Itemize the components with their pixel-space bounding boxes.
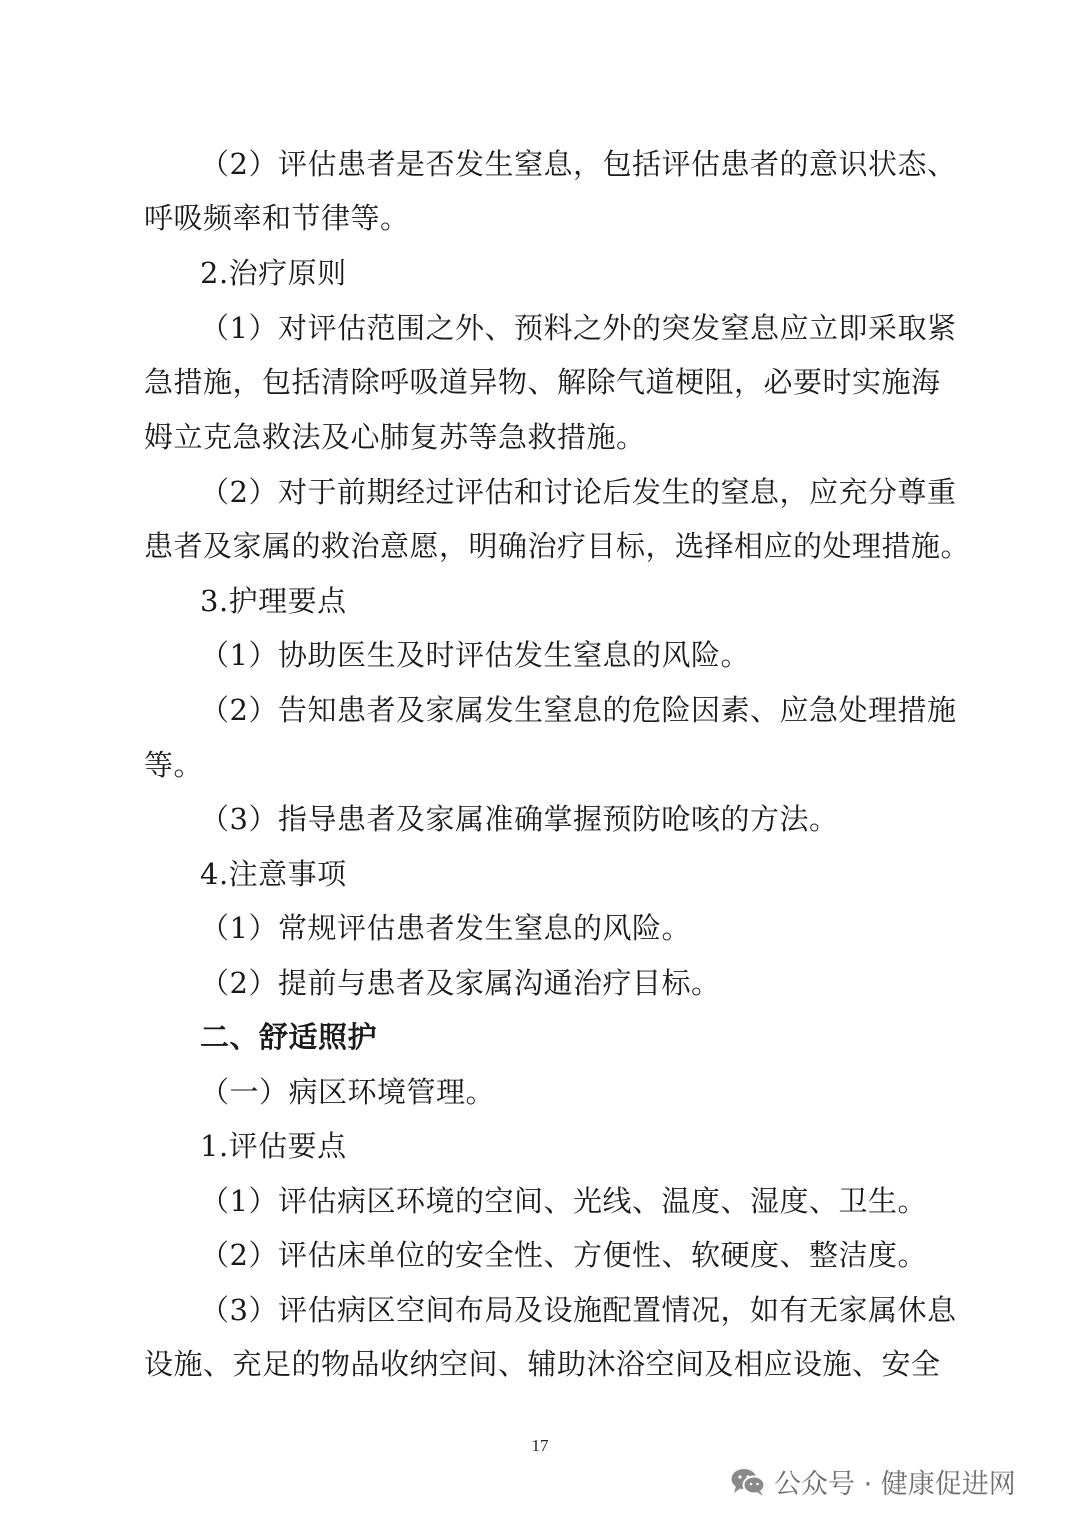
section-heading: 3.护理要点	[200, 584, 347, 618]
wechat-icon	[730, 1467, 766, 1497]
text-line: （2）评估床单位的安全性、方便性、软硬度、整洁度。	[200, 1238, 927, 1272]
section-heading: 1.评估要点	[200, 1129, 347, 1163]
subsection-heading: （一）病区环境管理。	[200, 1075, 496, 1109]
text-line: （1）对评估范围之外、预料之外的突发窒息应立即采取紧	[200, 311, 957, 345]
text-line: （1）协助医生及时评估发生窒息的风险。	[200, 638, 750, 672]
text-line: （2）提前与患者及家属沟通治疗目标。	[200, 966, 721, 1000]
text-line: （2）对于前期经过评估和讨论后发生的窒息，应充分尊重	[200, 475, 957, 509]
text-line: 姆立克急救法及心肺复苏等急救措施。	[144, 420, 646, 454]
chapter-heading: 二、舒适照护	[200, 1020, 378, 1054]
text-line: 呼吸频率和节律等。	[144, 201, 410, 235]
watermark	[730, 1462, 1016, 1501]
text-line: （3）评估病区空间布局及设施配置情况，如有无家属休息	[200, 1293, 957, 1327]
page-number: 17	[531, 1436, 549, 1455]
watermark-text: 公众号 · 健康促进网	[774, 1469, 1016, 1500]
section-heading: 4.注意事项	[200, 857, 347, 891]
text-line: （1）常规评估患者发生窒息的风险。	[200, 911, 691, 945]
text-line: （2）告知患者及家属发生窒息的危险因素、应急处理措施	[200, 693, 957, 727]
text-line: 设施、充足的物品收纳空间、辅助沐浴空间及相应设施、安全	[144, 1347, 941, 1381]
text-line: （1）评估病区环境的空间、光线、温度、湿度、卫生。	[200, 1184, 927, 1218]
section-heading: 2.治疗原则	[200, 256, 347, 290]
text-line: （2）评估患者是否发生窒息，包括评估患者的意识状态、	[200, 147, 957, 181]
text-line: 等。	[144, 748, 204, 782]
text-line: 急措施，包括清除呼吸道异物、解除气道梗阻，必要时实施海	[144, 365, 941, 399]
text-line: 患者及家属的救治意愿，明确治疗目标，选择相应的处理措施。	[144, 529, 971, 563]
text-line: （3）指导患者及家属准确掌握预防呛咳的方法。	[200, 802, 839, 836]
